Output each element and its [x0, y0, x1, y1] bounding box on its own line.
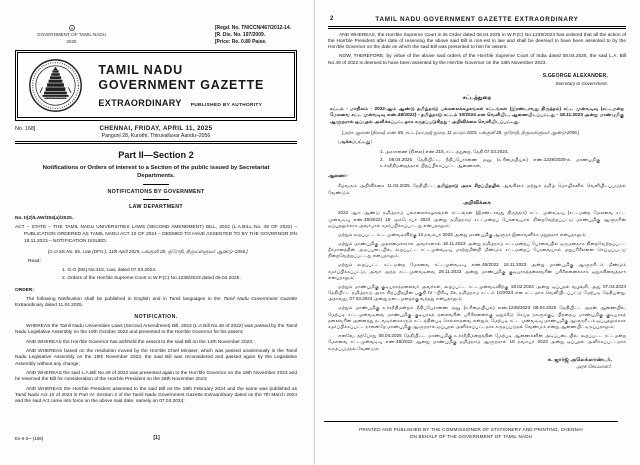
- tamil-notification-heading: அறிவிக்கை: [463, 200, 491, 207]
- date-line-tamil-calendar: Panguni 28, Kurothi, Thiruvalluvar Aandu–2056: [101, 132, 211, 139]
- read-item-1: 1. G.O.(Ms).No.315, Law, dated 07.03.2024.: [62, 267, 157, 273]
- act-title-paragraph: ACT – STATE – THE TAMIL NADU UNIVERSITIES LAWS (SECOND AMENDMENT) BILL, 2022 (L.A.BILL No. 48 OF 2022) – PUBLICATION ORDERED AS TAMIL NADU ACT 10 OF 2024 – DEEMED TO HAVE ASSENTED TO BY THE GOVERNOR ON 18.11.2023 – NOTIFICATION ISSUED.: [15, 225, 297, 244]
- tamil-paragraph-2: மற்றும் கூறப்பட்ட சட்டமுன்வடிவிற்கு 13 நவம்பர் 2023 அன்று மாண்புமிகு ஆளுநர் இசைவளிக்க மறுத்தார் என்பதாலும்;: [338, 231, 587, 237]
- whereas-paragraph-5: AND WHEREAS the Hon'ble President assented to the said Bill on the 18th February 2024 and the same was published as Tamil Nadu Act 10 of 2024 in Part IV- Section 2 of the Tamil Nadu Government Gazette Extraordinary dated on the 7th March 2024 and the said Act came into force on the above said date, namely on 07.03.2024;: [15, 386, 297, 405]
- registration-block: [215, 25, 291, 46]
- whereas-paragraph-4: AND WHEREAS the said L.A.Bill No.48 of 2022 was presented again to the Hon'ble Governor on the 18th November 2023 and he reserved the Bill for consideration of the Hon'ble President on the 28th November 2023;: [15, 370, 297, 383]
- notification-number: No. II(2)/LAW/304(a)/2025.: [15, 216, 74, 222]
- tamil-read-item-2: 2. 08.04.2025 தேதியிட்ட, நீதிப்பேராணை மனு (உரிமையியல்) எண்.1239/2025-ல் மாண்புமிகு உச்சநீதிமன்றத்தால் பிறப்பிக்கப்பட்ட ஆணைகள்,: [380, 157, 600, 169]
- issue-row: [15, 125, 297, 139]
- date-block: [15, 125, 297, 139]
- regd-no: [Regd. No. TN/CCN/467/2012-14.: [214, 25, 291, 31]
- masthead-inner: [17, 52, 294, 118]
- tamil-signatory-title: அரசு செயலாளர்.: [576, 364, 612, 370]
- tamil-law-department-heading: சட்டத்துறை: [462, 94, 492, 101]
- tamil-paragraph-3: மற்றும் மாண்புமிகு முதலமைச்சரால் அவர்களால் 18.11.2023 அன்று தமிழ்நாடு சட்டமன்றப் பேரவையில் ஒருமனதாக நிறைவேற்றப்பட்ட தீர்மானத்தின் அடிப்படையில், கூறப்பட்ட சட்டமுன்வடிவு மாற்றமின்றி மீண்டும் சட்டமன்றப் பேரவையால் மறுபரிசீலனை செய்யப்பட்டு நிறைவேற்றப்பட்டது என்பதாலும்;: [328, 240, 626, 259]
- imprint-line1: PRINTED AND PUBLISHED BY THE COMMISSIONER OF STATIONERY AND PRINTING, CHENNAI: [359, 426, 583, 432]
- gov-line1: GOVERNMENT OF TAMIL NADU: [37, 32, 106, 37]
- tamil-order-gazette-name: தமிழ்நாடு அரசு சிறப்பிதழில்: [437, 183, 500, 189]
- part-section-subtitle: Notifications or Orders of interest to a Section of the public issued by Secretariat Departments.: [42, 164, 270, 179]
- running-title: TAMIL NADU GOVERNMENT GAZETTE EXTRAORDINARY: [375, 16, 579, 23]
- read-item-2: 2. Orders of the Hon'ble Supreme Court in W.P.(C) No.1239/2023 dated 08.04.2025.: [62, 276, 241, 282]
- header-double-rule: [328, 26, 626, 29]
- page2-english-section: [328, 33, 626, 68]
- tamil-order-label: ஆணை:-: [328, 174, 348, 180]
- notification-heading: NOTIFICATION.: [134, 314, 178, 321]
- imprint-footer: [324, 421, 618, 440]
- print-code: Ex-II-2—(168): [15, 436, 44, 441]
- signatory-title: Secretary to Government.: [555, 80, 608, 86]
- order-text-gazette-name: Tamil Nadu Government Gazette: [223, 296, 297, 302]
- divider: [143, 184, 169, 185]
- tamil-signatory-name: சு. ஜார்ஜ் அலெக்ஸாண்டர்,: [547, 356, 612, 363]
- go-reference-line: [G.O.Ms.No. 86, Law (DFG.), 11th April 2025, பங்குனி 28, குரோதி, திருவள்ளுவர் ஆண்டு–2056.]: [48, 249, 248, 255]
- divider: [143, 199, 169, 200]
- gazette-page-1: [0, 0, 313, 465]
- tamil-act-title-paragraph: சட்டம் - மாநிலம் - 2022-ஆம் ஆண்டு தமிழ்நாடு பல்கலைக்கழகங்கள் சட்டங்கள் (இரண்டாவது திருத்தம்) சட்ட முன்வடிவு (சட்டமன்ற மேலவை சட்ட முன்வடிவு எண்.48/2022) - தமிழ்நாடு சட்டம் 10/2024 என வெளியிட, ஆணையிடப்பட்டது - 18.11.2023 அன்று மாண்புமிகு ஆளுநரால் ஒப்புதல் அளிக்கப்பட்டதாக கருதப்படுகிறது - அறிவிக்கை வெளியிடப்பட்டது.: [330, 105, 624, 125]
- order-label: ORDER:: [15, 287, 34, 293]
- gazette-page-2: [314, 0, 640, 465]
- running-header: [328, 16, 626, 23]
- signatory-name: S.GEORGE ALEXANDER,: [542, 73, 608, 80]
- signature-block-english: [328, 73, 626, 86]
- double-rule: [15, 141, 297, 144]
- part-section-title: Part II—Section 2: [118, 150, 194, 161]
- page-number-2: 2: [330, 16, 334, 22]
- tn-state-emblem-icon: [28, 58, 83, 113]
- masthead-title-line2: GOVERNMENT GAZETTE: [98, 78, 265, 93]
- tamil-order-paragraph: [328, 183, 626, 195]
- gov-year: 2025: [66, 38, 77, 44]
- date-line-english: CHENNAI, FRIDAY, APRIL 11, 2025: [99, 124, 213, 132]
- whereas-paragraph-1: WHEREAS the Tamil Nadu Universities Laws (Second Amendment) Bill, 2022 (L.A.Bill No.48 of 2022) was passed by the Tamil Nadu Legislative Assembly on the 19th October 2022 and presented to the Hon'ble Governor for his assent;: [15, 323, 297, 336]
- notifications-by-government-heading: NOTIFICATIONS BY GOVERNMENT: [107, 189, 205, 196]
- tamil-paragraph-1: 2022 ஆம் ஆண்டு தமிழ்நாடு பல்கலைக்கழகங்கள் சட்டங்கள் (இரண்டாவது திருத்தம்) சட்ட முன்வடிவு (சட்டமன்ற மேலவை சட்ட முன்வடிவு எண்.48/2022) 19 அக்டோபர் 2022 அன்று தமிழ்நாடு சட்டமன்றப் பேரவையால் நிறைவேற்றப்பட்டு மாண்புமிகு ஆளுநரின் ஒப்புதலுக்காக அவர்பால் சமர்ப்பிக்கப்பட்டது என்பதாலும்;: [328, 210, 626, 228]
- price: [Price: Re. 0.80 Paise.: [214, 38, 267, 45]
- government-block: [37, 25, 106, 46]
- imprint-line2: ON BEHALF OF THE GOVERNMENT OF TAMIL NADU: [409, 433, 533, 439]
- page1-top-row: [15, 25, 297, 46]
- page-number-1: [1]: [153, 435, 160, 441]
- order-text-pre: The following Notification shall be published in English and in Tamil languages in the: [26, 296, 224, 302]
- tamil-read-label: படிக்கப்பட்டது:: [338, 139, 373, 145]
- whereas-paragraph-2: AND WHEREAS the Hon'ble Governor has withheld the assent to the said Bill on the 13th November 2023;: [26, 339, 254, 345]
- order-paragraph: [15, 297, 297, 310]
- masthead-title-line1: TAMIL NADU: [98, 62, 184, 77]
- whereas-paragraph-3: AND WHEREAS based on the resolution moved by the Hon'ble Chief Minister, which was passed unanimously in the Tamil Nadu Legislative Assembly on the 18th November 2023, the said Bill was reconsidered and passed again by the Legislative Assembly without any change;: [15, 348, 297, 367]
- tamil-paragraph-4: மற்றும் கூறப்பட்ட சட்டமன்ற மேலவை சட்டமுன்வடிவு எண்.48/2022 18.11.2023 அன்று மாண்புமிகு ஆளுநரிடம் மீண்டும் சமர்ப்பிக்கப்பட்டு, அவர் அந்த சட்டமுன்வடிவை 28.11.2023 அன்று மாண்புமிகு குடியரசுத்தலைவரின் பரிசீலனைக்காக ஒதுக்கிவைத்தார் என்பதாலும்;: [328, 262, 626, 280]
- signature-block-tamil: [328, 357, 626, 371]
- masthead-titles: [98, 63, 264, 108]
- tamil-order-pre: கீழ்வரும் அறிவிக்கை 11.04.2025 தேதியிட்ட: [338, 183, 438, 189]
- masthead-edition: EXTRAORDINARY: [98, 97, 182, 108]
- tamil-go-reference: [அரசு ஆணை (நிலை) எண். 86, சட்ட (மாஅத) துறை, 11 ஏப்ரல் 2025, பங்குனி 28, குரோதி, திருவள்ளுவர் ஆண்டு-2056.]: [342, 129, 580, 135]
- law-department-heading: LAW DEPARTMENT: [129, 204, 183, 211]
- read-label: Read:: [28, 258, 41, 264]
- tamil-paragraph-7: எனவே, தற்போது 08.04.2025 தேதியிட்ட மாண்புமிகு உச்சநீதிமன்றத்தின் மேற்படி ஆணைகளின் அடிப்படையில், கூறப்பட்ட சட்டமன்ற மேலவை சட்டமுன்வடிவு எண்.48/2022 ஆனது மாண்புமிகு தமிழ்நாடு ஆளுநரால் 18 நவம்பர் 2023 அன்று ஒப்புதல் அளிக்கப்பட்டதாக கருதப்படுதல் வேண்டும்.: [328, 333, 626, 351]
- tamil-paragraph-5: மற்றும் மாண்புமிகு குடியரசுத்தலைவர் அவர்கள், கூறப்பட்ட சட்டமுன்வடிவிற்கு 18.02.2024 அன்று ஒப்புதல் வழங்கி, அது 07.03.2024 தேதியிட்ட தமிழ்நாடு அரசு சிறப்பிதழின் பகுதி IV –பிரிவு 2ல் தமிழ்நாடு சட்டம் 10/2024 என சட்டமாக வெளியிடப்பட்டு மேற்படி தேதியன்று, அதாவது, 07.03.2024 அன்று நடைமுறைக்கு வந்தது என்பதாலும்;: [328, 283, 626, 302]
- notification-body: [15, 216, 297, 405]
- r-dis-no: [R. Dis. No. 197/2009.: [214, 31, 266, 38]
- gov-emblem-icon: [69, 25, 75, 31]
- tamil-paragraph-6: மற்றும் மாண்புமிகு உச்சநீதிமன்றம் நீதிப்பேராணை மனு (உரிமையியல்) எண்.1239/2023 08.04.2025 தேதியிட்ட அதன் ஆணையில், மேற்படி சட்டமுன்வடிவை மாண்புமிகு குடியரசுத் தலைவரின் பரிசீலனைக்கு ஒதுக்கீடு செய்த நாளுக்குப் பிந்தைய மாண்புமிகு குடியரசுத் தலைவரின் அனைத்து நடவடிக்கைகளும் சட்டத்தின்படி செல்லாதவை என்றும், மேற்படி சட்ட முன்வடிவு மாண்புமிகு ஆளுநரிடம் ஒப்புதலுக்காக சமர்ப்பிக்கப்பட்ட நாளன்றே மாண்புமிகு ஆளுநரால் ஒப்புதல் அளிக்கப்பட்டதாக கருதப்படுதல் வேண்டும் என்று ஆணையிட்டிருப்பதாலும்;: [328, 305, 626, 330]
- issue-number: No. 168]: [15, 126, 36, 133]
- masthead-box: [15, 50, 297, 121]
- supreme-court-paragraph: AND WHEREAS, the Hon'ble Supreme Court in its Order dated 08.04.2025 in W.P.(C) No.1239/2023 has ordered that all the action of the Hon'ble President after date of reserving the above said Bill is non-est in law and shall be deemed to have been assented to by the Hon'ble Governor on the date on which the said Bill was presented to him for assent.: [328, 32, 626, 51]
- order-text-post: Extraordinary dated 11.04.2025.: [15, 303, 84, 309]
- tamil-order-post: ஆங்கிலம் மற்றும் தமிழ் மொழிகளில் வெளியிடப்படுதல் வேண்டும்.: [328, 183, 627, 195]
- tamil-section: [328, 106, 626, 352]
- now-therefore-paragraph: NOW, THEREFORE, by virtue of the above said orders of the Hon'ble Supreme Court of India dated 08.04.2025, the said L.A. Bill No.48 of 2022 is deemed to have been assented by the Hon'ble Governor on the 18th November 2023.: [328, 54, 626, 66]
- tamil-read-item-1: 1. அரசாணை (நிலை) எண்.315, சட்டத்துறை, தேதி 07.03.2024.: [380, 148, 509, 154]
- masthead-authority: PUBLISHED BY AUTHORITY: [190, 102, 263, 108]
